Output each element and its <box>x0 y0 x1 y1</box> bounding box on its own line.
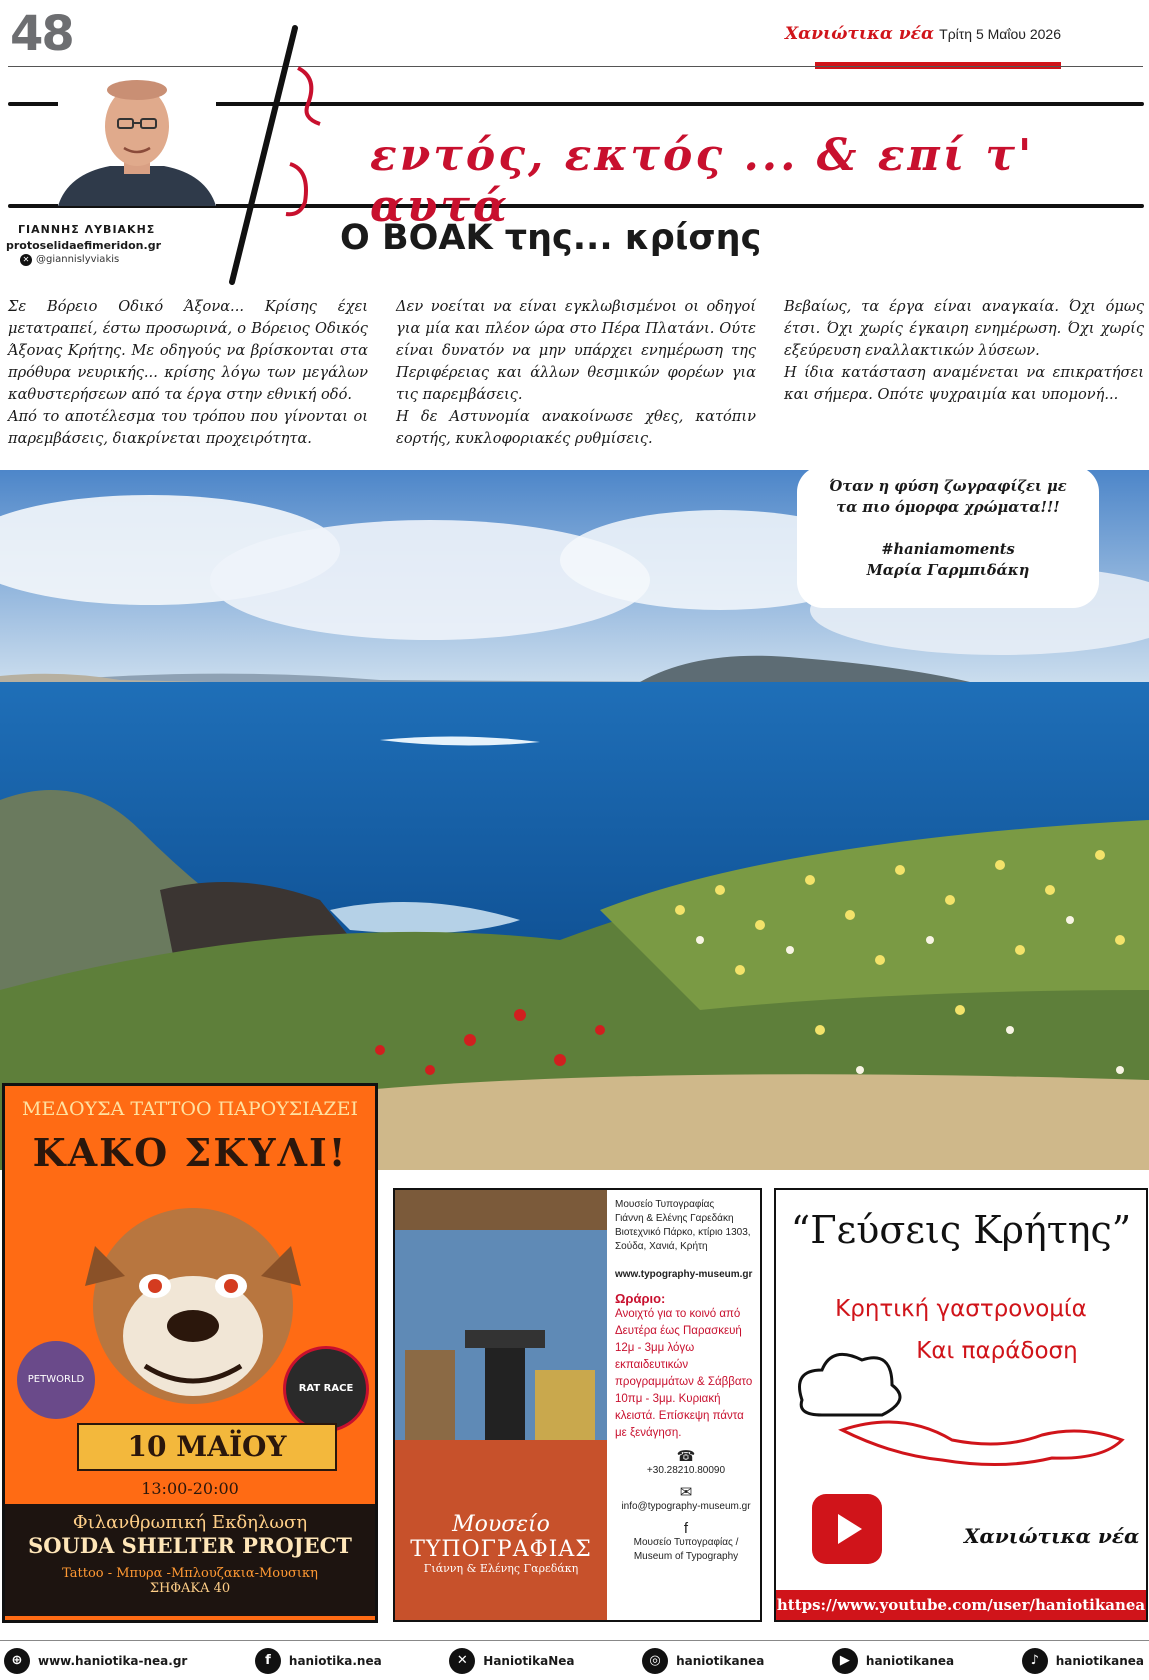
author-name: ΓΙΑΝΝΗΣ ΛΥΒΙΑΚΗΣ <box>18 223 156 236</box>
facebook-icon: f <box>683 1520 689 1537</box>
page-number: 48 <box>10 6 73 62</box>
article-column-1 <box>8 296 368 450</box>
instagram-icon: ◎ <box>642 1648 668 1674</box>
ad-tattoo-event-type: Φιλανθρωπική Εκδηλωση <box>72 1512 308 1533</box>
museum-info <box>615 1198 757 1564</box>
x-icon: ✕ <box>20 254 32 266</box>
ad-tattoo-time: 13:00-20:00 <box>141 1479 239 1498</box>
museum-address: Βιοτεχνικό Πάρκο, κτίριο 1303, Σούδα, Χανιά, Κρήτη <box>615 1227 751 1252</box>
photo-caption <box>797 466 1099 608</box>
caption-credit: Μαρία Γαρμπιδάκη <box>866 562 1030 579</box>
youtube-icon <box>812 1494 882 1564</box>
ad-geuseis-title: “Γεύσεις Κρήτης” <box>790 1208 1132 1252</box>
footer-social-bar <box>4 1646 1144 1676</box>
article-headline: Ο ΒΟΑΚ της... κρίσης <box>340 218 762 258</box>
author-handle-text: @giannislyviakis <box>36 254 120 265</box>
ad-geuseis-url[interactable]: https://www.youtube.com/user/haniotikanea <box>776 1590 1146 1620</box>
museum-owners: Γιάννη & Ελένης Γαρεδάκη <box>615 1213 734 1224</box>
ad-tattoo-event[interactable] <box>2 1083 378 1623</box>
ad-tattoo-project: SOUDA SHELTER PROJECT <box>28 1533 352 1558</box>
footer-x-label: HaniotikaNea <box>483 1654 575 1668</box>
article-column-3 <box>784 296 1144 450</box>
museum-url[interactable]: www.typography-museum.gr <box>615 1269 753 1280</box>
paragraph: Η δε Αστυνομία ανακοίνωσε χθες, κατόπιν εορτής, κυκλοφοριακές ρυθμίσεις. <box>396 408 756 447</box>
ad-tattoo-title: ΚΑΚΟ ΣΚΥΛΙ! <box>32 1130 348 1175</box>
mail-icon: ✉ <box>679 1484 693 1501</box>
footer-website-label: www.haniotika-nea.gr <box>38 1654 188 1668</box>
museum-email[interactable]: info@typography-museum.gr <box>621 1501 751 1512</box>
museum-logo <box>395 1512 607 1575</box>
globe-icon: ⊕ <box>4 1648 30 1674</box>
footer-instagram[interactable] <box>642 1648 764 1674</box>
ad-tattoo-date: 10 ΜΑΪΟΥ <box>77 1423 337 1471</box>
footer-instagram-label: haniotikanea <box>676 1654 765 1668</box>
ratrace-logo: RAT RACE <box>283 1346 369 1432</box>
article-column-2 <box>396 296 756 450</box>
bulldog-illustration <box>75 1196 311 1416</box>
museum-logo-line2: ΤΥΠΟΓΡΑΦΙΑΣ <box>410 1537 592 1562</box>
article-body <box>8 296 1144 450</box>
museum-name: Μουσείο Τυπογραφίας <box>615 1199 715 1210</box>
caption-line-1: Όταν η φύση ζωγραφίζει με <box>829 478 1067 495</box>
author-handle <box>20 254 119 266</box>
footer-rule <box>0 1640 1149 1641</box>
ad-tattoo-extras: Tattoo - Μπυρα -Μπλουζακια-Μουσικη <box>62 1566 318 1581</box>
masthead <box>785 24 1061 44</box>
footer-facebook[interactable] <box>255 1648 382 1674</box>
footer-youtube[interactable] <box>832 1648 954 1674</box>
museum-logo-line3: Γιάννη & Ελένης Γαρεδάκη <box>423 1562 579 1575</box>
footer-x[interactable] <box>449 1648 574 1674</box>
footer-website[interactable] <box>4 1648 187 1674</box>
author-site: protoselidaefimeridon.gr <box>6 239 161 252</box>
ad-geuseis-kritis[interactable] <box>774 1188 1148 1622</box>
caption-line-2: τα πιο όμορφα χρώματα!!! <box>836 499 1060 516</box>
paragraph: Από το αποτέλεσμα του τρόπου που γίνονται οι παρεμβάσεις, διακρίνεται προχειρότητα. <box>8 408 368 447</box>
facebook-icon: f <box>255 1648 281 1674</box>
x-icon: ✕ <box>449 1648 475 1674</box>
ad-geuseis-brand: Χανιώτικα νέα <box>964 1524 1140 1548</box>
youtube-icon: ▶ <box>832 1648 858 1674</box>
ad-typography-museum[interactable] <box>393 1188 762 1622</box>
petworld-logo: PETWORLD <box>17 1341 95 1419</box>
masthead-brand: Χανιώτικα νέα <box>784 24 935 44</box>
footer-tiktok[interactable] <box>1022 1648 1144 1674</box>
museum-hours: Ανοιχτό για το κοινό από Δευτέρα έως Παρασκευή 12μ - 3μμ λόγω εκπαιδευτικών προγραμμάτων & Σάββατο 10πμ - 3μμ. Κυριακή κλειστά. Επίσκεψη πάντα με ξενάγηση. <box>615 1308 753 1439</box>
crete-map-illustration <box>782 1330 1144 1500</box>
phone-icon: ☎ <box>676 1448 696 1465</box>
ad-geuseis-subtitle-2: Και παράδοση <box>916 1338 1078 1364</box>
ad-tattoo-presenter: ΜΕΔΟΥΣΑ TATTOO ΠΑΡΟΥΣΙΑΖΕΙ <box>22 1098 358 1120</box>
masthead-date: Τρίτη 5 Μαΐου 2026 <box>939 26 1061 42</box>
footer-youtube-label: haniotikanea <box>865 1654 955 1668</box>
footer-facebook-label: haniotika.nea <box>288 1654 382 1668</box>
paragraph: Βεβαίως, τα έργα είναι αναγκαία. Όχι όμως έτσι. Όχι χωρίς έγκαιρη ενημέρωση. Όχι χωρίς εξεύρευση εναλλακτικών λύσεων. <box>784 298 1144 359</box>
paragraph: Δεν νοείται να είναι εγκλωβισμένοι οι οδηγοί για μία και πλέον ώρα στο Πέρα Πλατάνι. Ούτε είναι δυνατόν να μην υπάρχει ενημέρωση της Περιφέρειας και άλλων θεσμικών φορέων για τις παρεμβάσεις. <box>396 298 756 403</box>
museum-facebook[interactable]: Μουσείο Τυπογραφίας / Museum of Typography <box>633 1537 739 1562</box>
caption-hashtag: #haniamoments <box>881 541 1015 558</box>
ad-tattoo-address: ΣΗΦΑΚΑ 40 <box>149 1581 231 1596</box>
ad-geuseis-subtitle-1: Κρητική γαστρονομία <box>835 1296 1087 1322</box>
tiktok-icon: ♪ <box>1022 1648 1048 1674</box>
museum-phone[interactable]: +30.28210.80090 <box>646 1465 726 1476</box>
museum-hours-title: Ωράριο: <box>615 1291 666 1306</box>
museum-logo-line1: Μουσείο <box>452 1512 550 1537</box>
column-title: εντός, εκτός ... & επί τ' αυτά <box>370 130 1035 232</box>
footer-tiktok-label: haniotikanea <box>1055 1654 1144 1668</box>
paragraph: Η ίδια κατάσταση αναμένεται να επικρατήσει και σήμερα. Οπότε ψυχραιμία και υπομονή... <box>784 364 1144 403</box>
ad-tattoo-details <box>5 1504 375 1616</box>
paragraph: Σε Βόρειο Οδικό Άξονα... Κρίσης έχει μετατραπεί, έστω προσωρινά, ο Βόρειος Οδικός Άξονας Κρήτης. Με οδηγούς να βρίσκονται στα πρόθυρα νευρικής... κρίσης λόγω των μεγάλων καθυστερήσεων από τα έργα στην εθνική οδό. <box>8 298 368 403</box>
